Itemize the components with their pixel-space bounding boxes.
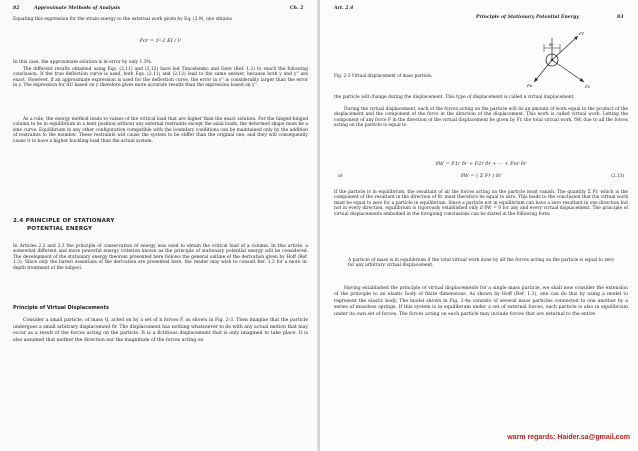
- force-fn-arrow: [534, 60, 552, 82]
- principle-statement: A particle of mass is in equilibrium if the total virtual work done by all the forces acting on the particle is equal to zero for any arbitrary virtual displacement.: [348, 258, 614, 269]
- figure-caption: Fig. 2-3 Virtual displacement of mass particle.: [334, 73, 433, 78]
- left-paragraph-intro: Equating this expression for the strain energy to the external work given by Eq. (2.9), one obtains: [13, 17, 232, 22]
- subsection-heading: Principle of Virtual Displacements: [13, 305, 109, 311]
- right-page: [320, 0, 638, 451]
- left-page-number: 82: [13, 6, 20, 11]
- f1-label: F1: [579, 31, 585, 36]
- virtual-work-sum-equation: δW = ( Σ Fr ) δr: [460, 173, 502, 179]
- right-running-title: Principle of Stationary Potential Energy: [476, 15, 580, 20]
- left-paragraph-virtual: Consider a small particle, of mass Q, acted on by a set of n forces F, as shown in Fig. 2-3. Then imagine that the particle undergoes a small arbitrary displacement δr. The displacement has nothing whatsoever to do with any actual motion that may occur as a result of the forces acting on the particle. It is a fictitious displacement that is only imagined to take place. It is also assumed that neither the direction nor the magnitude of the forces acting on: [13, 318, 308, 343]
- left-chapter-label: Ch. 2: [290, 6, 304, 11]
- section-heading-line1: 2.4 PRINCIPLE OF STATIONARY: [13, 218, 115, 224]
- left-paragraph-energy-rule: As a rule, the energy method leads to values of the critical load that are higher than the exact solution. For the hinged-hinged column to be in equilibrium in a bent position without any external restraints except the axial loads, the deformed shape must be a sine curve. Equilibrium in any other configuration compatible with the boundary conditions can be maintained only by the addition of restraints to the member. These restraints will cause the system to be stiffer than the original one, and they will consequently cause it to have a higher buckling load than the actual system.: [13, 117, 308, 144]
- dr-label: δr: [549, 42, 554, 47]
- left-paragraph-section-intro: In Articles 2.2 and 2.3 the principle of conservation of energy was used to obtain the critical load of a column. In this article, a somewhat different and more powerful energy criterion known as the principle of stationary potential energy will be considered. The development of the stationary energy theorem presented here follows the general outline of the derivation given by Hoff (Ref. 1.3). Since only the barest essentials of the derivation are presented here, the reader may wish to consult Ref. 1.3 for a more in-depth treatment of the subject.: [13, 244, 308, 271]
- right-paragraph-virtual-def: the particle will change during the displacement. This type of displacement is called a virtual displacement.: [334, 95, 575, 100]
- equation-or: or: [338, 174, 343, 179]
- right-page-number: 83: [617, 15, 624, 20]
- right-paragraph-equilibrium: If the particle is in equilibrium, the resultant of all the forces acting on the particle must vanish. The quantity Σ Fr, which is the component of the resultant in the direction of δr, must therefore be equal to zero. This leads to the conclusion that the virtual work must be equal to zero for a particle in equilibrium. Since a particle not in equilibrium can have a zero resultant in one direction but not in every direction, equilibrium is rigorously established only if δW = 0 for any and every virtual displacement. The principle of virtual displacements embodied in the foregoing conclusions can be stated in the following form:: [334, 190, 628, 217]
- section-heading-line2: POTENTIAL ENERGY: [27, 226, 93, 232]
- left-running-title: Approximate Methods of Analysis: [34, 6, 121, 11]
- fn-label: Fn: [527, 83, 533, 88]
- right-paragraph-virtual-work: During the virtual displacement, each of the forces acting on the particle will do an amount of work equal to the product of the displacement and the component of the force in the direction of the displacement. This work is called virtual work. Letting the component of any force F in the direction of the virtual displacement be given by Fr, the total virtual work, δW, due to all the forces acting on the particle is equal to: [334, 107, 628, 129]
- force-f2-arrow: [552, 60, 584, 82]
- watermark: warm regards: Haider.sa@gmail.com: [507, 434, 630, 441]
- f2-label: F2: [585, 84, 591, 89]
- left-paragraph-error: In this case, the approximate solution is in error by only 1.3%.: [13, 60, 153, 65]
- left-page: [0, 0, 318, 451]
- force-f2-arrowhead: [580, 78, 585, 82]
- right-article-label: Art. 2.4: [334, 6, 354, 11]
- virtual-displacement-figure: [500, 30, 610, 92]
- critical-load-equation: Pcr = 1²·2 EI / l²: [139, 38, 182, 44]
- left-paragraph-timoshenko: The different results obtained using Eqs. (2.11) and (2.12) have led Timoshenko and Gere (Ref. 1.2) to reach the following conclusion. If the true deflection curve is used, both Eqs. (2.11) and (2.12) lead to the same answer, because both y and y'' are exact. However, if an approximate expression is used for the deflection curve, the error in y'' is considerably larger than the error in y. The expression for ΔU based on y therefore gives more accurate results than the expression based on y''.: [13, 67, 308, 89]
- virtual-work-equation: δW = F1r δr + F2r δr + ··· + Fnr δr: [435, 161, 527, 167]
- equation-number: (2.13): [611, 174, 625, 179]
- right-paragraph-elastic-body: Having established the principle of virtual displacements for a single mass particle, we shall now consider the extension of the principle to an elastic body of finite dimensions. As shown by Hoff (Ref. 1.3), one can do this by using a model to represent the elastic body. The model shown in Fig. 2-4a consists of several mass particles connected to one another by a series of massless springs. If this system is in equilibrium under a set of external forces, each particle is also in equilibrium under its own set of forces. The forces acting on each particle may include forces that are external to the entire: [334, 286, 628, 317]
